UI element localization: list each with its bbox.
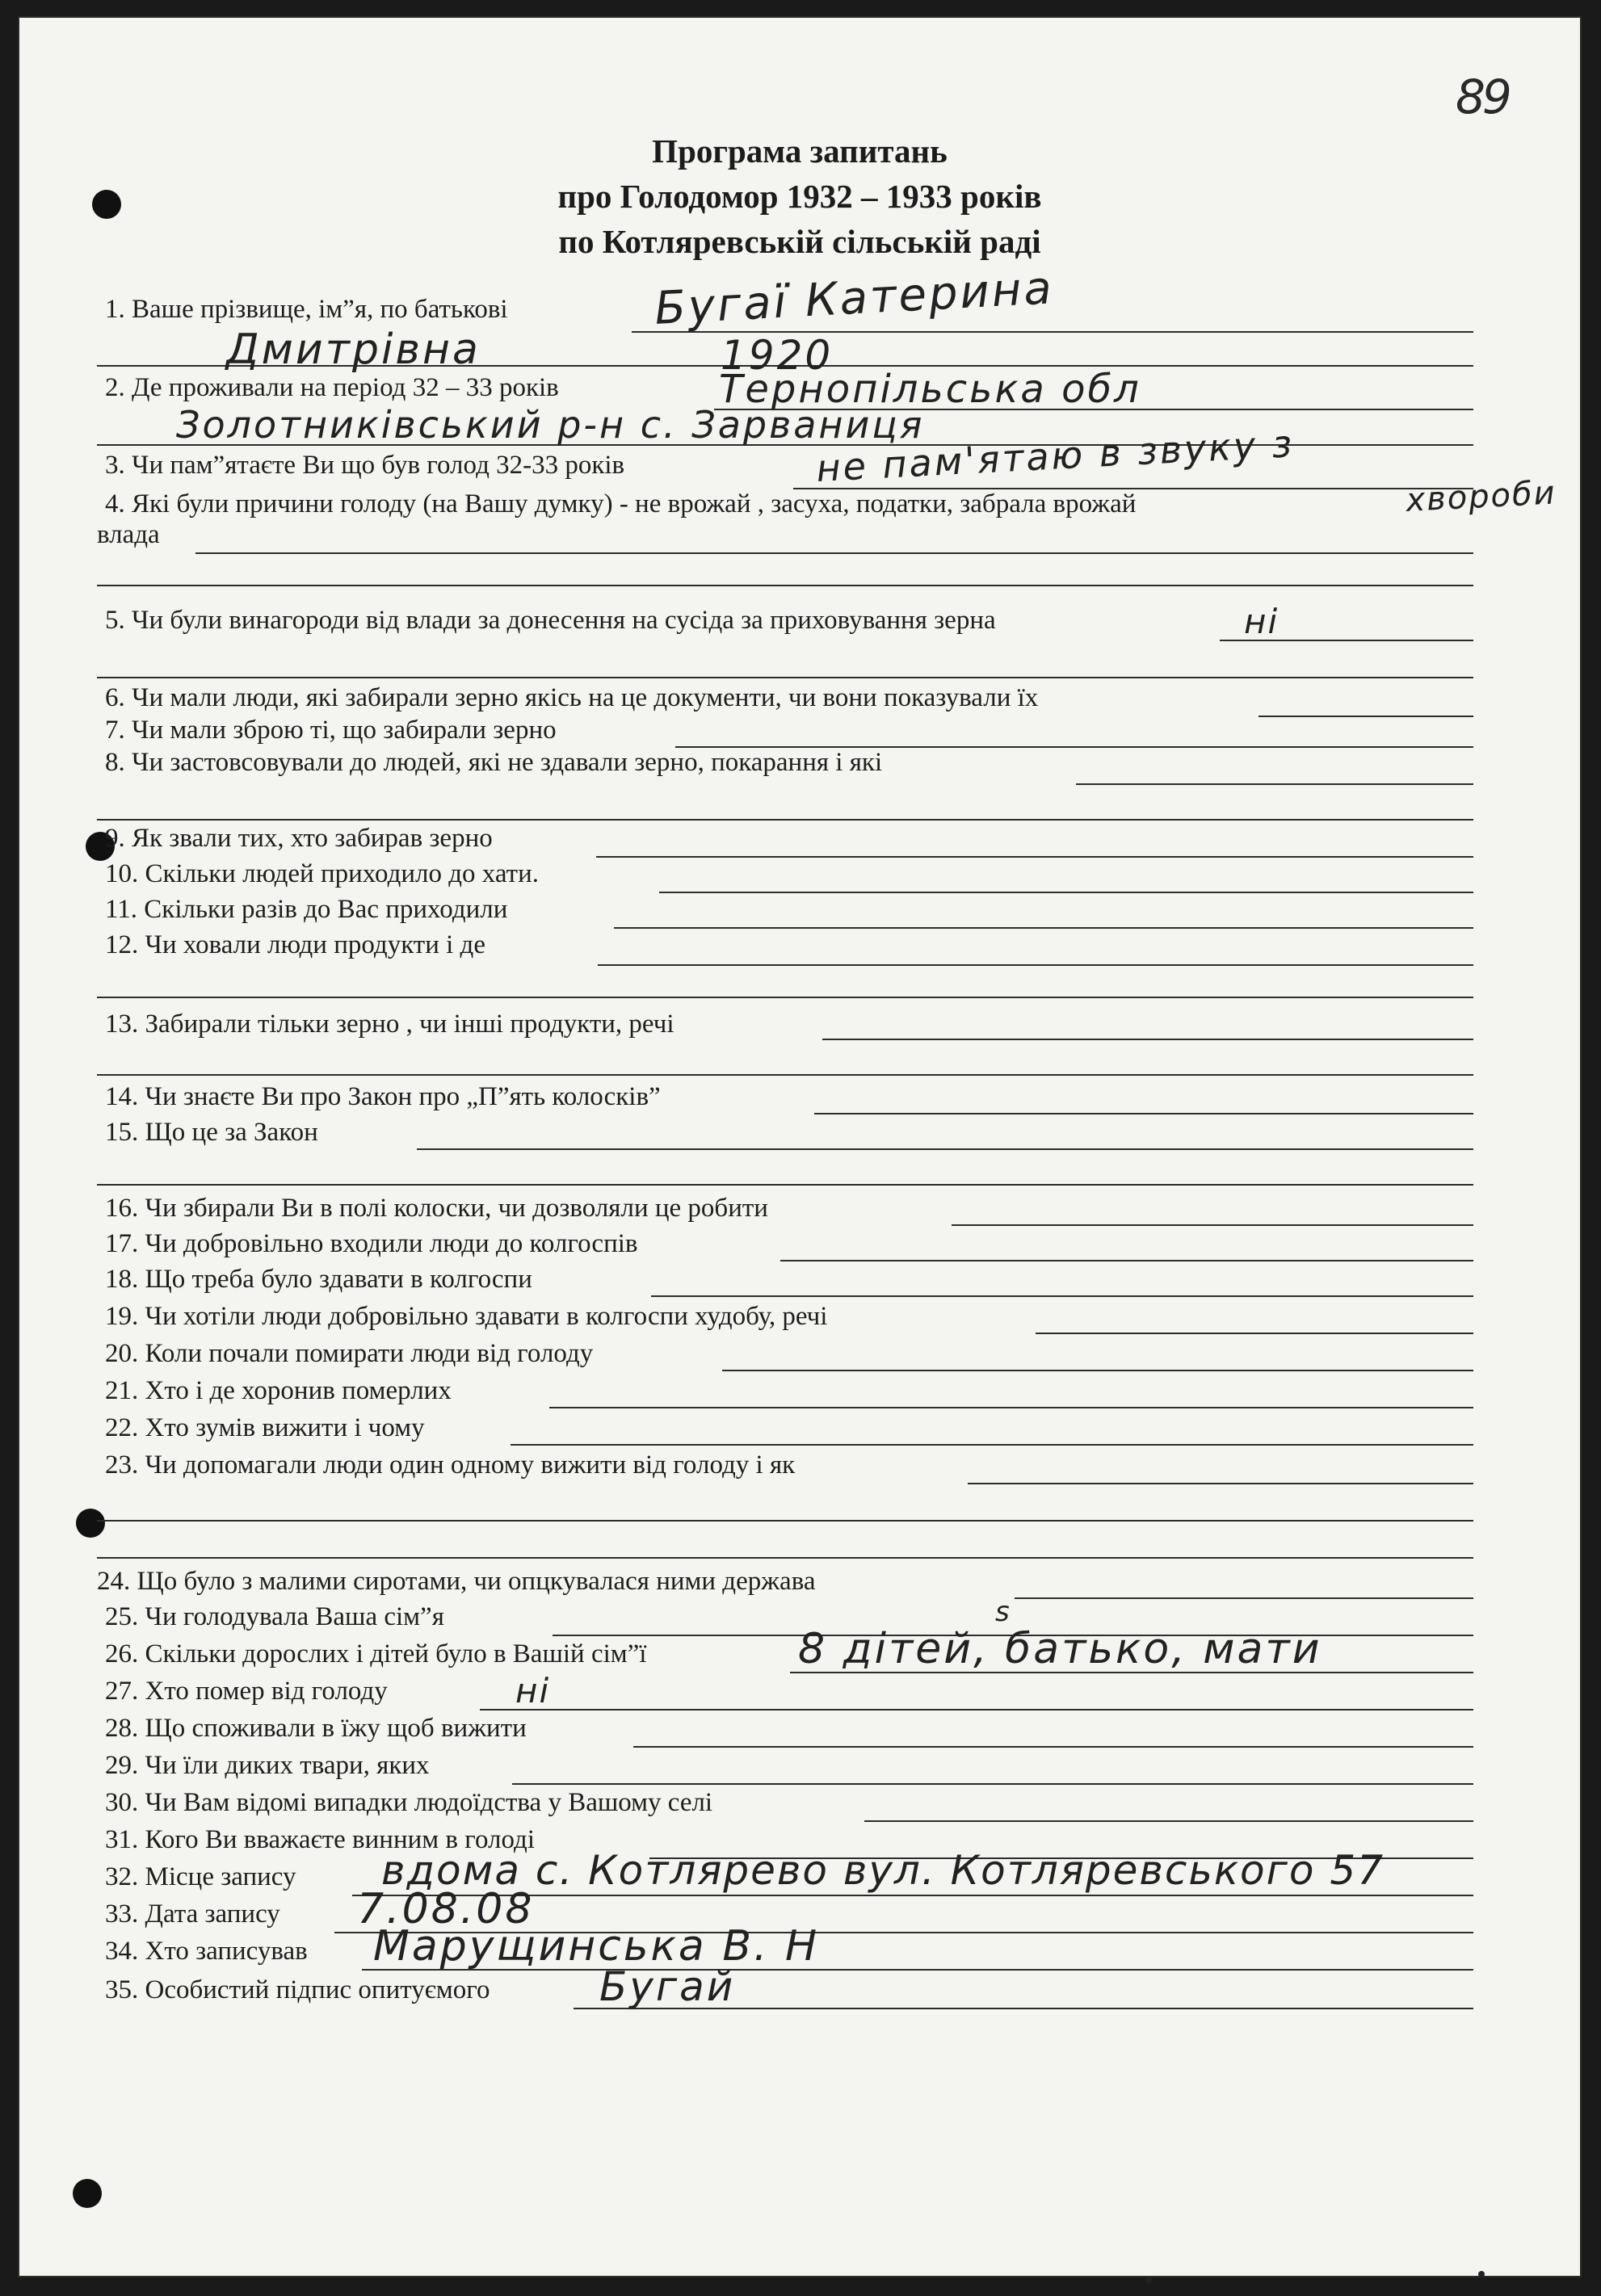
answer-line-19 [1036, 1333, 1473, 1334]
answer-1-line-1: Бугаї Катерина [653, 262, 1056, 335]
title-line-3: по Котляревській сільській раді [558, 223, 1041, 260]
answer-26: 8 дітей, батько, мати [798, 1625, 1322, 1673]
question-22: 22. Хто зумів вижити і чому [105, 1413, 425, 1442]
question-35: 35. Особистий підпис опитуємого [105, 1975, 490, 2004]
question-17: 17. Чи добровільно входили люди до колгоспів [105, 1229, 638, 1258]
question-27: 27. Хто помер від голоду [105, 1677, 388, 1706]
answer-line-27 [480, 1709, 1473, 1710]
question-1: 1. Ваше прізвище, ім”я, по батькові [105, 295, 508, 324]
answer-line-4b [97, 585, 1473, 586]
question-29: 29. Чи їли диких твари, яких [105, 1751, 430, 1780]
answer-27: ні [515, 1671, 551, 1710]
ink-speck [1478, 2271, 1485, 2277]
answer-line-15 [417, 1148, 1473, 1150]
question-12: 12. Чи ховали люди продукти і де [105, 930, 485, 959]
answer-line-23b [97, 1520, 1473, 1522]
answer-line-6 [1259, 716, 1473, 717]
question-34: 34. Хто записував [105, 1937, 308, 1966]
document-page [18, 16, 1582, 2277]
question-4-continued: влада [97, 520, 160, 549]
answer-line-22 [511, 1444, 1473, 1446]
answer-line-16 [952, 1224, 1473, 1226]
question-30: 30. Чи Вам відомі випадки людоїдства у Вашому селі [105, 1788, 713, 1817]
question-6: 6. Чи мали люди, які забирали зерно якісь на це документи, чи вони показували їх [105, 683, 1039, 712]
answer-line-30 [864, 1820, 1473, 1822]
answer-line-29 [512, 1783, 1473, 1785]
question-20: 20. Коли почали помирати люди від голоду [105, 1339, 594, 1368]
question-9: 9. Як звали тих, хто забирав зерно [105, 824, 493, 853]
answer-line-21 [549, 1407, 1473, 1408]
question-16: 16. Чи збирали Ви в полі колоски, чи дозволяли це робити [105, 1194, 768, 1223]
answer-line-13b [97, 1074, 1473, 1076]
answer-line-13 [822, 1039, 1473, 1040]
question-15: 15. Що це за Закон [105, 1118, 318, 1147]
question-33: 33. Дата запису [105, 1899, 280, 1929]
answer-2-line-2: Золотниківський р-н с. Зарваниця [176, 403, 925, 447]
signature-answer-35: Бугай [599, 1963, 736, 2010]
answer-line-14 [814, 1113, 1473, 1114]
question-19: 19. Чи хотіли люди добровільно здавати в колгоспи худобу, речі [105, 1302, 828, 1331]
answer-line-17 [780, 1260, 1473, 1261]
question-8: 8. Чи застовсовували до людей, які не здавали зерно, покарання і які [105, 748, 883, 777]
answer-line-20 [722, 1370, 1473, 1371]
answer-line-23 [968, 1483, 1473, 1484]
question-21: 21. Хто і де хоронив померлих [105, 1376, 452, 1405]
answer-5: ні [1244, 602, 1280, 641]
question-14: 14. Чи знаєте Ви про Закон про „П”ять колосків” [105, 1082, 661, 1111]
question-32: 32. Місце запису [105, 1862, 296, 1891]
title-line-2: про Голодомор 1932 – 1933 років [557, 178, 1042, 215]
answer-line-28 [633, 1746, 1473, 1748]
answer-34: Марущинська В. Н [373, 1922, 820, 1971]
answer-line-4 [195, 552, 1473, 554]
punch-hole [76, 1509, 105, 1538]
question-4: 4. Які були причини голоду (на Вашу думку) - не врожай , засуха, податки, забрала врожай [105, 489, 1137, 518]
question-18: 18. Що треба було здавати в колгоспи [105, 1265, 532, 1294]
answer-1-line-2-name: Дмитрівна [226, 325, 481, 374]
question-23: 23. Чи допомагали люди один одному вижити від голоду і як [105, 1450, 796, 1480]
answer-line-18 [651, 1295, 1473, 1297]
answer-3: не пам'ятаю в звуку з [815, 422, 1296, 491]
answer-line-8 [1076, 783, 1473, 785]
question-2: 2. Де проживали на період 32 – 33 років [105, 373, 559, 402]
question-11: 11. Скільки разів до Вас приходили [105, 895, 508, 924]
question-3: 3. Чи пам”ятаєте Ви що був голод 32-33 років [105, 451, 625, 480]
answer-1-line-2-year: 1920 [721, 332, 834, 379]
page-number: 89 [1456, 69, 1509, 124]
question-10: 10. Скільки людей приходило до хати. [105, 859, 539, 888]
answer-line-8b [97, 819, 1473, 821]
question-13: 13. Забирали тільки зерно , чи інші продукти, речі [105, 1009, 674, 1039]
punch-hole [73, 2179, 102, 2208]
answer-line-24 [1015, 1597, 1473, 1599]
answer-line-12b [97, 997, 1473, 998]
answer-line-23c [97, 1557, 1473, 1559]
question-25: 25. Чи голодувала Ваша сім”я [105, 1602, 444, 1631]
question-31: 31. Кого Ви вважаєте винним в голоді [105, 1825, 535, 1854]
title-line-1: Програма запитань [652, 132, 948, 170]
question-28: 28. Що споживали в їжу щоб вижити [105, 1714, 527, 1743]
question-26: 26. Скільки дорослих і дітей було в Вашій сім”ї [105, 1639, 647, 1668]
answer-25: s [995, 1596, 1011, 1628]
question-7: 7. Чи мали зброю ті, що забирали зерно [105, 716, 557, 745]
answer-line-15b [97, 1184, 1473, 1186]
question-24: 24. Що було з малими сиротами, чи опцкувалася ними держава [97, 1567, 816, 1596]
answer-line-11 [614, 927, 1473, 929]
answer-32: вдома с. Котлярево вул. Котляревського 57 [381, 1847, 1385, 1894]
answer-line-12 [598, 964, 1473, 966]
ink-speck [1145, 2277, 1152, 2284]
answer-line-9 [596, 856, 1473, 858]
answer-4-extra: хвороби [1405, 474, 1557, 520]
answer-2-line-1: Тернопільська обл [719, 367, 1141, 412]
answer-33: 7.08.08 [357, 1885, 535, 1933]
question-5: 5. Чи були винагороди від влади за донесення на сусіда за приховування зерна [105, 606, 996, 635]
answer-line-10 [659, 892, 1473, 893]
answer-line-5b [97, 677, 1473, 678]
